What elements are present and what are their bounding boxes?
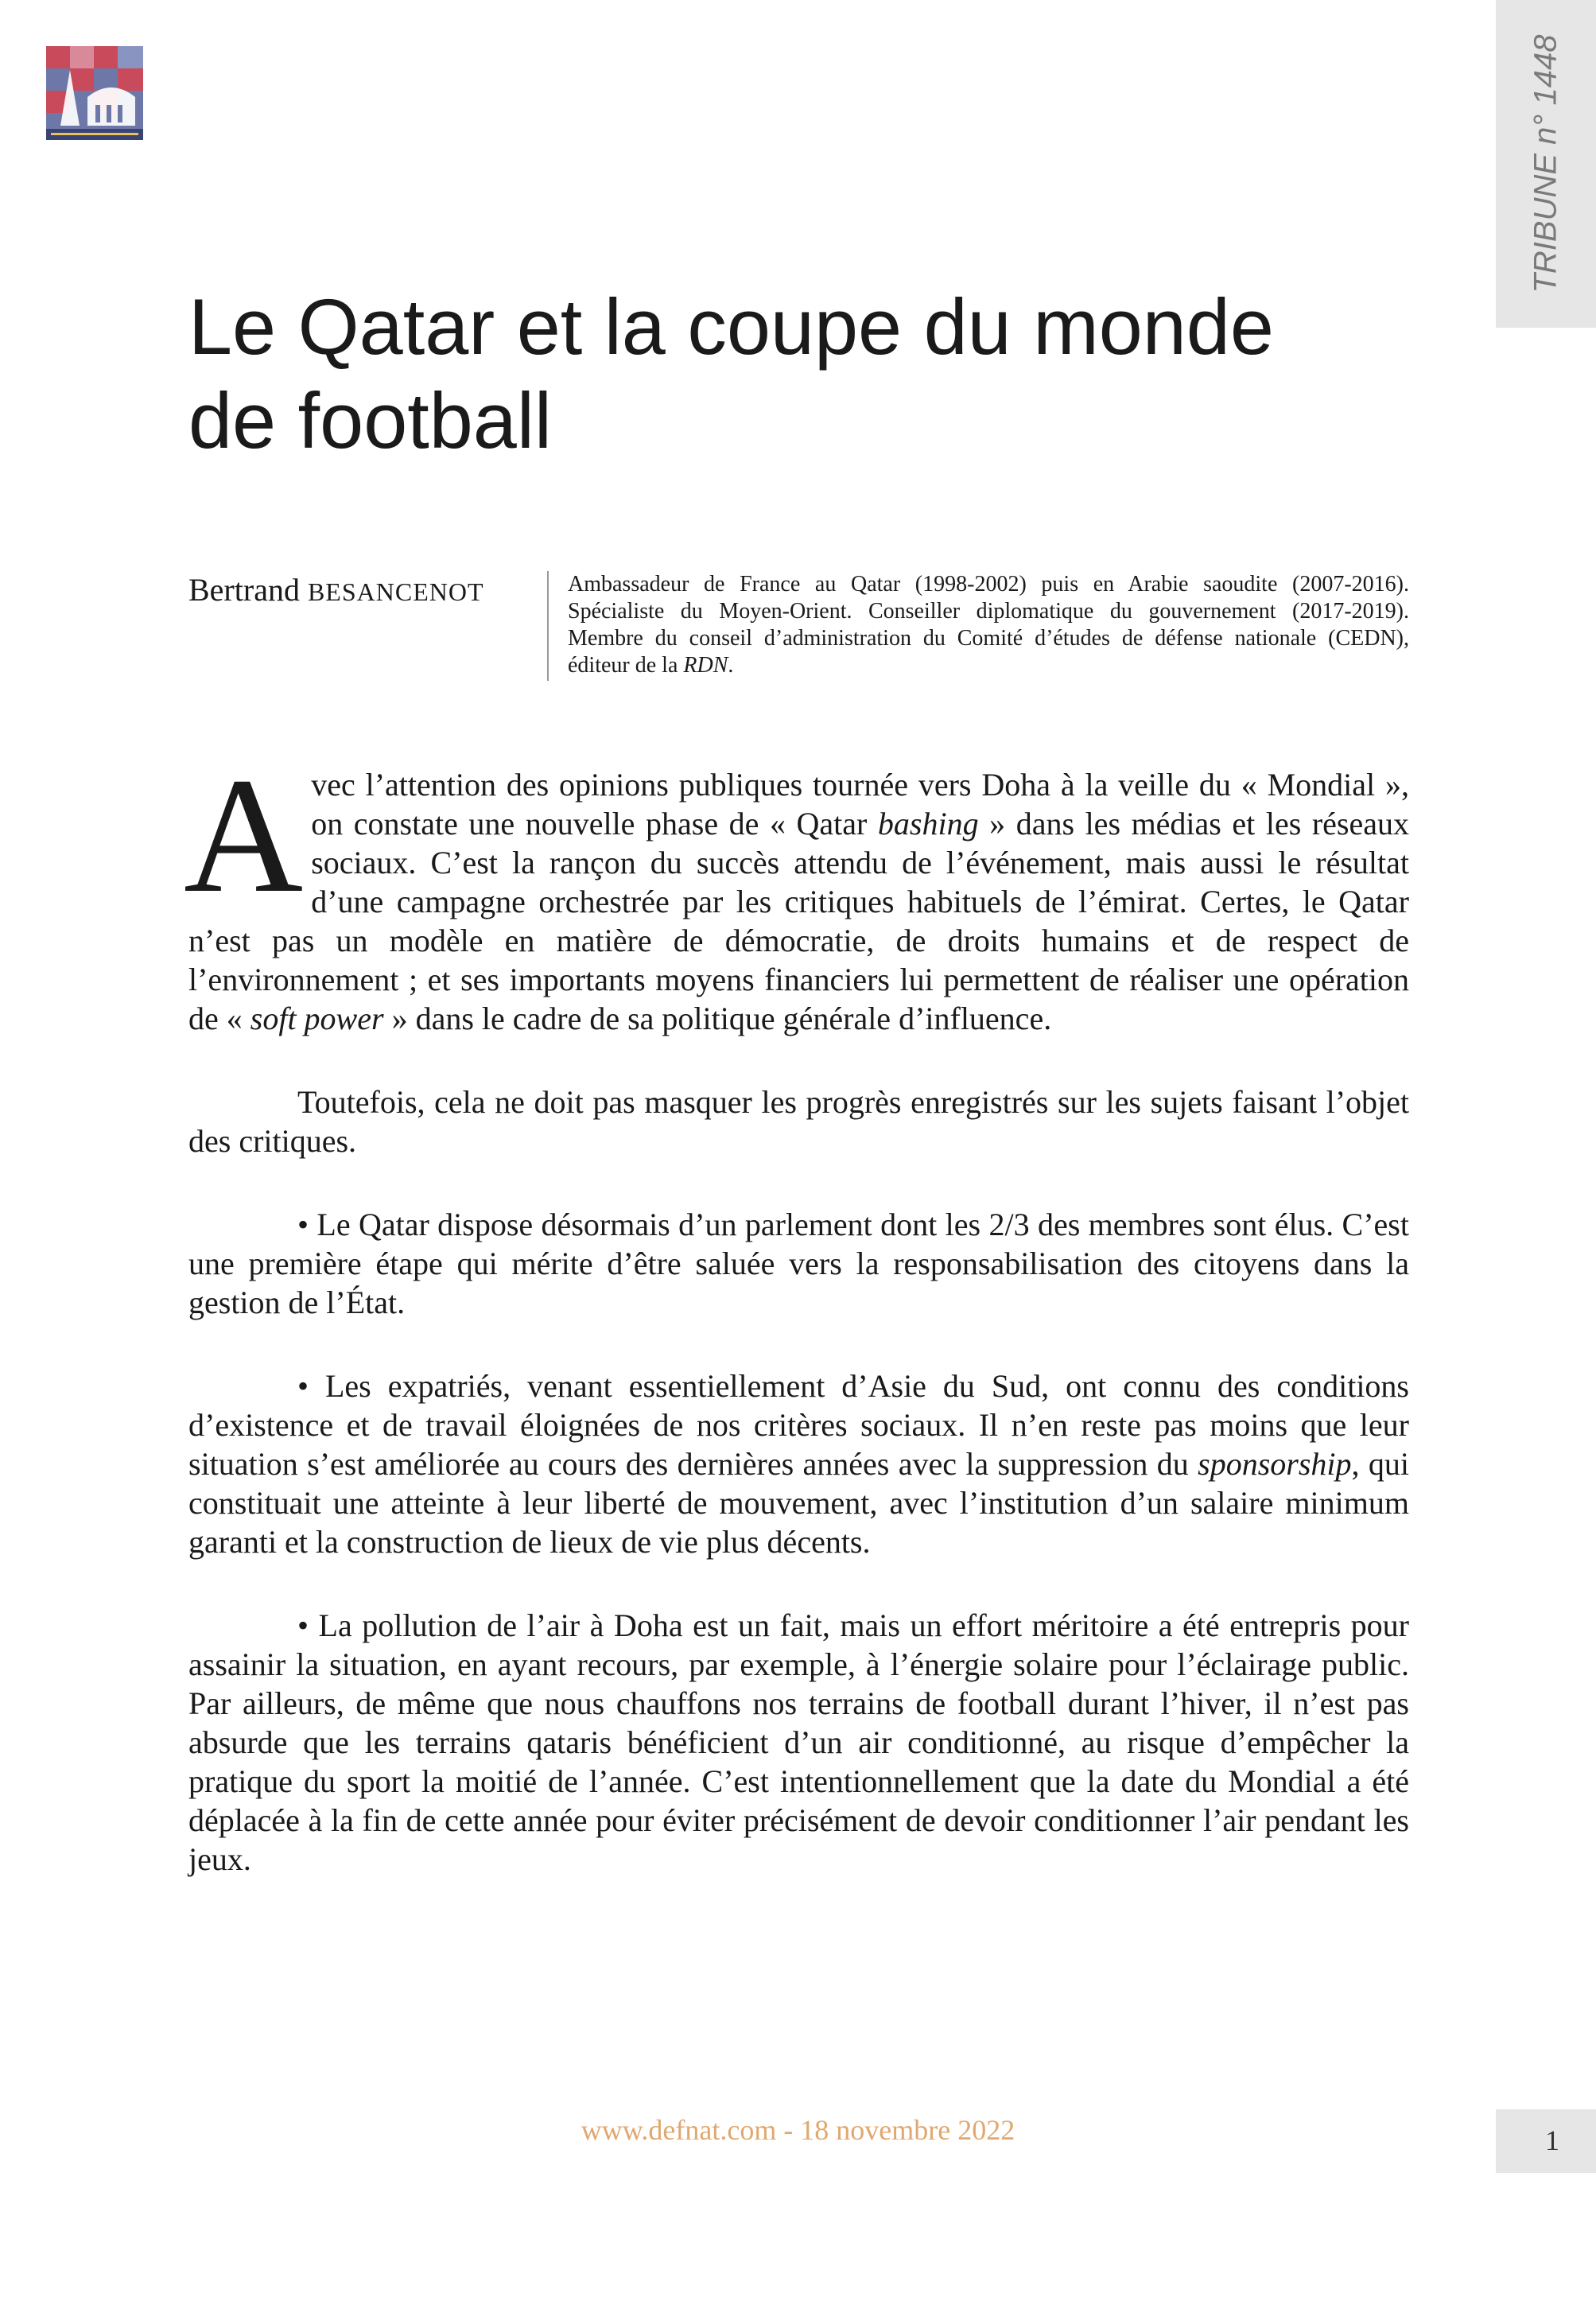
paragraph-toutefois: Toutefois, cela ne doit pas masquer les progrès enregistrés sur les sujets faisant l’objet des critiques.: [188, 1084, 1409, 1159]
article-body: [184, 744, 1409, 1923]
paragraph-intro: [184, 744, 1409, 1038]
bio-separator: [547, 571, 549, 681]
author-bio-end: .: [728, 653, 734, 678]
drop-cap: A: [184, 744, 304, 927]
paragraph-intro-text-c: » dans les médias et les réseaux sociaux. C’est la rançon du succès attendu de l’événement, mais aussi le résultat d’une campagne orchestrée par les critiques habituels de l’émirat. Certes, le Qatar n’est pas un modèle en matière de démocratie, de droits humains et de respect de l’environnement ; et ses importants moyens financiers lui permettent de réaliser une opération de «: [188, 806, 1409, 1036]
paragraph-expatries: [188, 1366, 1409, 1561]
article-title: Le Qatar et la coupe du monde de football: [188, 282, 1274, 464]
author-bio-text: Ambassadeur de France au Qatar (1998-2002) puis en Arabie saoudite (2007-2016). Spécialiste du Moyen-Orient. Conseiller diplomatique du gouvernement (2017-2019). Membre du conseil d’administration du Comité d’études de défense nationale (CEDN), éditeur de la: [568, 572, 1409, 678]
paragraph-expatries-text-a: • Les expatriés, venant essentiellement d’Asie du Sud, ont connu des conditions d’existence et de travail éloignées de nos critères sociaux. Il n’en reste pas moins que leur situation s’est améliorée au cours des dernières années avec la suppression du: [188, 1368, 1409, 1482]
paragraph-intro-text-a: vec l’attention des opinions publiques tournée vers Doha à la veille du « Mondial », on constate une nouvelle phase de « Qatar: [311, 767, 1409, 841]
paragraph-parlement: • Le Qatar dispose désormais d’un parlement dont les 2/3 des membres sont élus. C’est une première étape qui mérite d’être saluée vers la responsabilisation des citoyens dans la gestion de l’État.: [188, 1207, 1409, 1320]
author-name: [188, 571, 538, 611]
paragraph-expatries-text-c: , qui constituait une atteinte à leur liberté de mouvement, avec l’institution d’un salaire minimum garanti et la construction de lieux de vie plus décents.: [188, 1446, 1409, 1560]
soft-power-italic: soft power: [250, 1001, 384, 1036]
rdn-italic: RDN: [683, 653, 728, 678]
tribune-number-label: TRIBUNE n° 1448: [1528, 34, 1563, 293]
sponsorship-italic: sponsorship: [1198, 1446, 1352, 1482]
footer-url-date: www.defnat.com - 18 novembre 2022: [581, 2114, 1015, 2146]
revue-defense-nationale-logo-icon: [46, 46, 143, 140]
author-first-name: Bertrand: [188, 572, 300, 608]
author-bio: [568, 571, 1409, 679]
bashing-italic: bashing: [877, 806, 979, 841]
paragraph-pollution: • La pollution de l’air à Doha est un fait, mais un effort méritoire a été entrepris pour assainir la situation, en ayant recours, par exemple, à l’énergie solaire pour l’éclairage public. Par ailleurs, de même que nous chauffons nos terrains de football durant l’hiver, il n’est pas absurde que les terrains qataris bénéficient d’un air conditionné, au risque d’empêcher la pratique du sport la moitié de l’année. C’est intentionnellement que la date du Mondial a été déplacée à la fin de cette année pour éviter précisément de devoir conditionner l’air pendant les jeux.: [188, 1607, 1409, 1877]
page-number: 1: [1545, 2124, 1559, 2156]
author-last-name: BESANCENOT: [307, 577, 484, 606]
paragraph-intro-text-e: » dans le cadre de sa politique générale d’influence.: [383, 1001, 1052, 1036]
